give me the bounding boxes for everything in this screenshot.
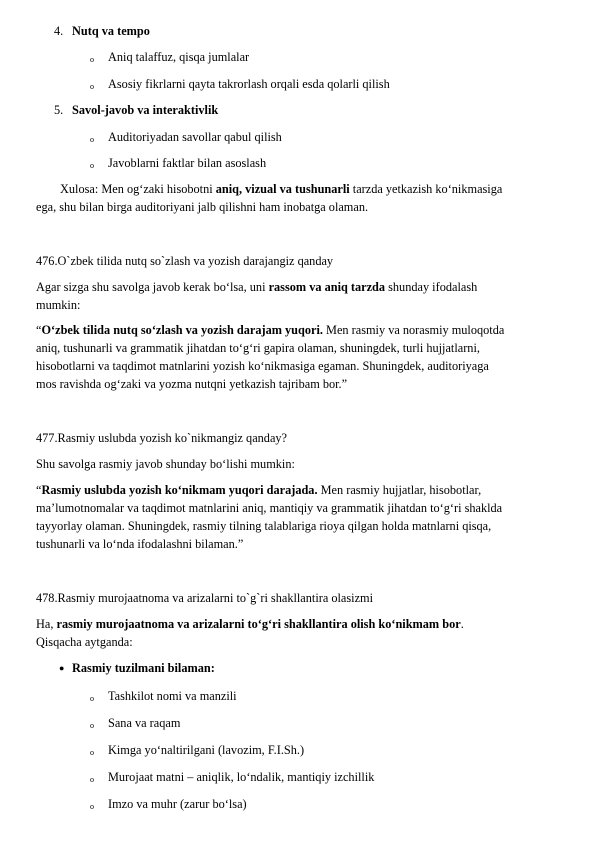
question-476-answer: “O‘zbek tilida nutq so‘zlash va yozish darajam yuqori. Men rasmiy va norasmiy muloqotda bbox=[36, 323, 505, 337]
answer-line: aniq, tushunarli va grammatik jihatdan to‘g‘ri gapira olaman, shuningdek, turli hujjatlarni, bbox=[36, 341, 480, 355]
section-title-savol: Savol-javob va interaktivlik bbox=[72, 103, 219, 117]
circle-bullet-icon: o bbox=[90, 802, 94, 811]
list-number-5: 5. bbox=[54, 103, 64, 117]
list-item: Murojaat matni – aniqlik, lo‘ndalik, mantiqiy izchillik bbox=[108, 770, 375, 784]
bullet-disc-icon: ● bbox=[59, 663, 65, 673]
answer-line: mos ravishda og‘zaki va yozma nutqni yetkazish tajribam bor.” bbox=[36, 377, 348, 391]
question-477-title: 477.Rasmiy uslubda yozish ko`nikmangiz qanday? bbox=[36, 431, 288, 445]
list-item: Javoblarni faktlar bilan asoslash bbox=[108, 156, 267, 170]
bullet-title: Rasmiy tuzilmani bilaman: bbox=[72, 661, 215, 675]
circle-bullet-icon: o bbox=[90, 721, 94, 730]
question-476-title: 476.O`zbek tilida nutq so`zlash va yozish darajangiz qanday bbox=[36, 254, 334, 268]
question-477-answer: “Rasmiy uslubda yozish ko‘nikmam yuqori darajada. Men rasmiy hujjatlar, hisobotlar, bbox=[36, 483, 482, 497]
question-478-answer: Ha, rasmiy murojaatnoma va arizalarni to‘g‘ri shakllantira olish ko‘nikmam bor. bbox=[36, 617, 464, 631]
circle-bullet-icon: o bbox=[90, 55, 94, 64]
list-item: Tashkilot nomi va manzili bbox=[108, 689, 237, 703]
circle-bullet-icon: o bbox=[90, 161, 94, 170]
list-number-4: 4. bbox=[54, 24, 64, 38]
circle-bullet-icon: o bbox=[90, 775, 94, 784]
question-478-line2: Qisqacha aytganda: bbox=[36, 635, 133, 649]
list-item: Kimga yo‘naltirilgani (lavozim, F.I.Sh.) bbox=[108, 743, 305, 757]
list-item: Sana va raqam bbox=[108, 716, 181, 730]
answer-line: tayyorlay olaman. Shuningdek, rasmiy tilning talablariga rioya qilgan holda matnlarni qisqa, bbox=[36, 519, 492, 533]
answer-line: ma’lumotnomalar va taqdimot matnlarini aniq, mantiqiy va grammatik jihatdan to‘g‘ri shaklda bbox=[36, 501, 503, 515]
answer-line: tushunarli va lo‘nda ifodalashni bilaman.” bbox=[36, 537, 244, 551]
summary-paragraph: Xulosa: Men og‘zaki hisobotni aniq, vizual va tushunarli tarzda yetkazish ko‘nikmasiga bbox=[60, 182, 503, 196]
summary-line-2: ega, shu bilan birga auditoriyani jalb qilishni ham inobatga olaman. bbox=[36, 200, 369, 214]
question-477-intro: Shu savolga rasmiy javob shunday bo‘lishi mumkin: bbox=[36, 457, 295, 471]
circle-bullet-icon: o bbox=[90, 694, 94, 703]
list-item: Aniq talaffuz, qisqa jumlalar bbox=[108, 50, 250, 64]
question-476-intro-line2: mumkin: bbox=[36, 298, 81, 312]
section-title-nutq: Nutq va tempo bbox=[72, 24, 150, 38]
answer-line: hisobotlarni va taqdimot matnlarini yozish ko‘nikmasiga egaman. Shuningdek, auditoriyaga bbox=[36, 359, 489, 373]
circle-bullet-icon: o bbox=[90, 82, 94, 91]
list-item: Imzo va muhr (zarur bo‘lsa) bbox=[108, 797, 247, 811]
circle-bullet-icon: o bbox=[90, 748, 94, 757]
question-478-title: 478.Rasmiy murojaatnoma va arizalarni to`g`ri shakllantira olasizmi bbox=[36, 591, 374, 605]
circle-bullet-icon: o bbox=[90, 135, 94, 144]
question-476-intro: Agar sizga shu savolga javob kerak bo‘lsa, uni rassom va aniq tarzda shunday ifodalash bbox=[36, 280, 478, 294]
list-item: Auditoriyadan savollar qabul qilish bbox=[108, 130, 282, 144]
list-item: Asosiy fikrlarni qayta takrorlash orqali esda qolarli qilish bbox=[108, 77, 390, 91]
